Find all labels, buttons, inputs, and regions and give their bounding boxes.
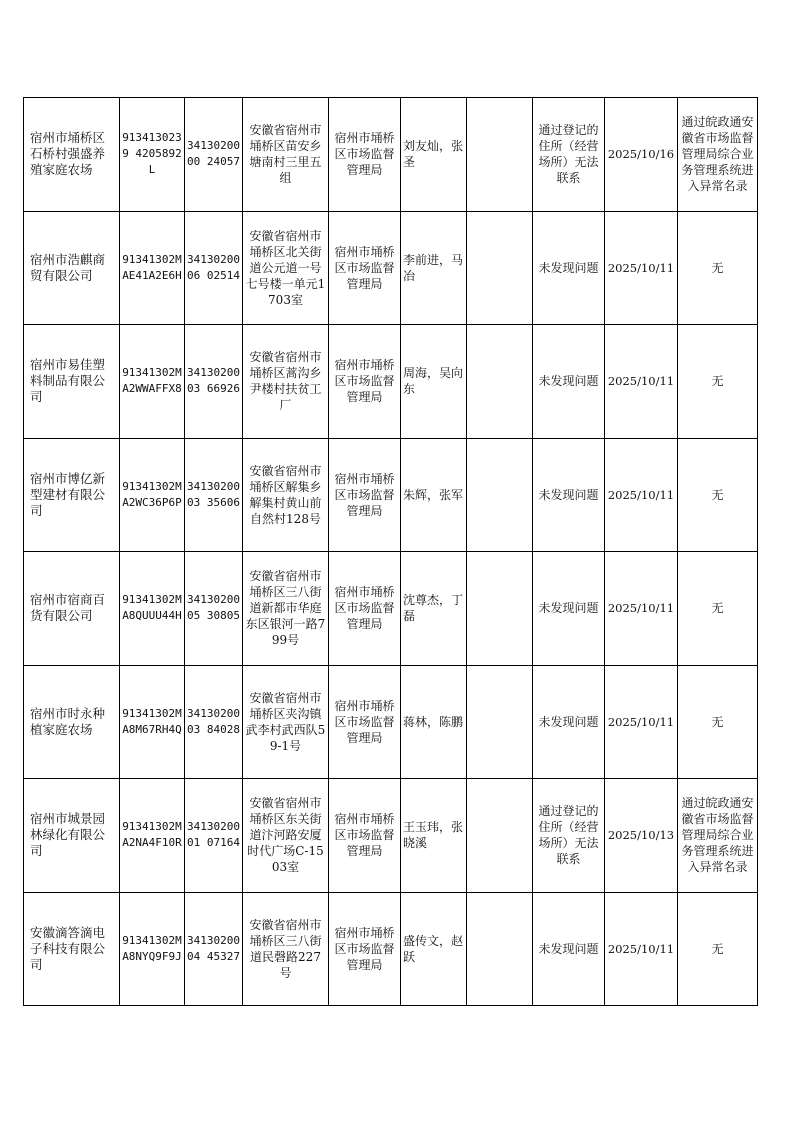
result-cell: 未发现问题 <box>533 552 605 666</box>
registration-number-cell: 3413020004 45327 <box>185 892 243 1006</box>
inspectors-cell: 李前进，马冶 <box>401 211 467 325</box>
blank-cell <box>467 211 533 325</box>
registration-number-cell: 3413020003 35606 <box>185 438 243 552</box>
inspectors-cell: 蒋林，陈鹏 <box>401 665 467 779</box>
agency-cell: 宿州市埇桥区市场监督管理局 <box>329 665 401 779</box>
table-row <box>24 325 758 439</box>
action-cell: 无 <box>678 552 758 666</box>
date-cell: 2025/10/11 <box>605 665 678 779</box>
agency-cell: 宿州市埇桥区市场监督管理局 <box>329 779 401 893</box>
result-cell: 通过登记的住所（经营场所）无法联系 <box>533 779 605 893</box>
date-cell: 2025/10/13 <box>605 779 678 893</box>
blank-cell <box>467 438 533 552</box>
action-cell: 无 <box>678 211 758 325</box>
agency-cell: 宿州市埇桥区市场监督管理局 <box>329 98 401 212</box>
address-cell: 安徽省宿州市埇桥区夹沟镇武李村武西队59-1号 <box>243 665 329 779</box>
table-row <box>24 779 758 893</box>
date-cell: 2025/10/11 <box>605 552 678 666</box>
date-cell: 2025/10/11 <box>605 325 678 439</box>
enterprise-name-cell: 宿州市宿商百货有限公司 <box>24 552 120 666</box>
agency-cell: 宿州市埇桥区市场监督管理局 <box>329 438 401 552</box>
enterprise-name-cell: 安徽滴答滴电子科技有限公司 <box>24 892 120 1006</box>
table-row <box>24 665 758 779</box>
enterprise-name-cell: 宿州市易佳塑料制品有限公司 <box>24 325 120 439</box>
address-cell: 安徽省宿州市埇桥区解集乡解集村黄山前自然村128号 <box>243 438 329 552</box>
credit-code-cell: 9134130239 4205892L <box>120 98 185 212</box>
registration-number-cell: 3413020006 02514 <box>185 211 243 325</box>
blank-cell <box>467 892 533 1006</box>
blank-cell <box>467 98 533 212</box>
address-cell: 安徽省宿州市埇桥区三八街道民磬路227号 <box>243 892 329 1006</box>
action-cell: 无 <box>678 665 758 779</box>
blank-cell <box>467 552 533 666</box>
action-cell: 无 <box>678 325 758 439</box>
enterprise-name-cell: 宿州市时永种植家庭农场 <box>24 665 120 779</box>
credit-code-cell: 91341302M A2NA4F10R <box>120 779 185 893</box>
address-cell: 安徽省宿州市埇桥区东关街道汴河路安厦时代广场C-1503室 <box>243 779 329 893</box>
registration-number-cell: 3413020000 24057 <box>185 98 243 212</box>
credit-code-cell: 91341302M A2WWAFFX8 <box>120 325 185 439</box>
credit-code-cell: 91341302M A8NYQ9F9J <box>120 892 185 1006</box>
result-cell: 未发现问题 <box>533 665 605 779</box>
address-cell: 安徽省宿州市埇桥区苗安乡塘南村三里五组 <box>243 98 329 212</box>
address-cell: 安徽省宿州市埇桥区北关街道公元道一号七号楼一单元1703室 <box>243 211 329 325</box>
enterprise-name-cell: 宿州市埇桥区石桥村强盛养殖家庭农场 <box>24 98 120 212</box>
blank-cell <box>467 665 533 779</box>
table-row <box>24 438 758 552</box>
inspectors-cell: 王玉玮，张晓溪 <box>401 779 467 893</box>
registration-number-cell: 3413020001 07164 <box>185 779 243 893</box>
result-cell: 未发现问题 <box>533 325 605 439</box>
address-cell: 安徽省宿州市埇桥区三八街道新都市华庭东区银河一路799号 <box>243 552 329 666</box>
agency-cell: 宿州市埇桥区市场监督管理局 <box>329 552 401 666</box>
registration-number-cell: 3413020003 84028 <box>185 665 243 779</box>
credit-code-cell: 91341302M AE41A2E6H <box>120 211 185 325</box>
inspectors-cell: 朱辉，张军 <box>401 438 467 552</box>
blank-cell <box>467 779 533 893</box>
blank-cell <box>467 325 533 439</box>
inspectors-cell: 盛传文，赵跃 <box>401 892 467 1006</box>
enterprise-name-cell: 宿州市浩麒商贸有限公司 <box>24 211 120 325</box>
credit-code-cell: 91341302M A8QUUU44H <box>120 552 185 666</box>
date-cell: 2025/10/16 <box>605 98 678 212</box>
address-cell: 安徽省宿州市埇桥区蒿沟乡尹楼村扶贫工厂 <box>243 325 329 439</box>
agency-cell: 宿州市埇桥区市场监督管理局 <box>329 211 401 325</box>
agency-cell: 宿州市埇桥区市场监督管理局 <box>329 325 401 439</box>
action-cell: 无 <box>678 892 758 1006</box>
action-cell: 通过皖政通安徽省市场监督管理局综合业务管理系统进入异常名录 <box>678 98 758 212</box>
registration-number-cell: 3413020005 30805 <box>185 552 243 666</box>
credit-code-cell: 91341302M A8M67RH4Q <box>120 665 185 779</box>
inspectors-cell: 沈尊杰，丁磊 <box>401 552 467 666</box>
inspectors-cell: 刘友灿，张圣 <box>401 98 467 212</box>
result-cell: 未发现问题 <box>533 211 605 325</box>
table-row <box>24 552 758 666</box>
inspectors-cell: 周海，吴向东 <box>401 325 467 439</box>
result-cell: 未发现问题 <box>533 438 605 552</box>
result-cell: 未发现问题 <box>533 892 605 1006</box>
enterprise-name-cell: 宿州市城景园林绿化有限公司 <box>24 779 120 893</box>
inspection-table <box>23 97 758 1006</box>
enterprise-name-cell: 宿州市博亿新型建材有限公司 <box>24 438 120 552</box>
date-cell: 2025/10/11 <box>605 892 678 1006</box>
table-row <box>24 98 758 212</box>
action-cell: 无 <box>678 438 758 552</box>
table-row <box>24 211 758 325</box>
result-cell: 通过登记的住所（经营场所）无法联系 <box>533 98 605 212</box>
date-cell: 2025/10/11 <box>605 438 678 552</box>
action-cell: 通过皖政通安徽省市场监督管理局综合业务管理系统进入异常名录 <box>678 779 758 893</box>
date-cell: 2025/10/11 <box>605 211 678 325</box>
table-row <box>24 892 758 1006</box>
registration-number-cell: 3413020003 66926 <box>185 325 243 439</box>
credit-code-cell: 91341302M A2WC36P6P <box>120 438 185 552</box>
agency-cell: 宿州市埇桥区市场监督管理局 <box>329 892 401 1006</box>
